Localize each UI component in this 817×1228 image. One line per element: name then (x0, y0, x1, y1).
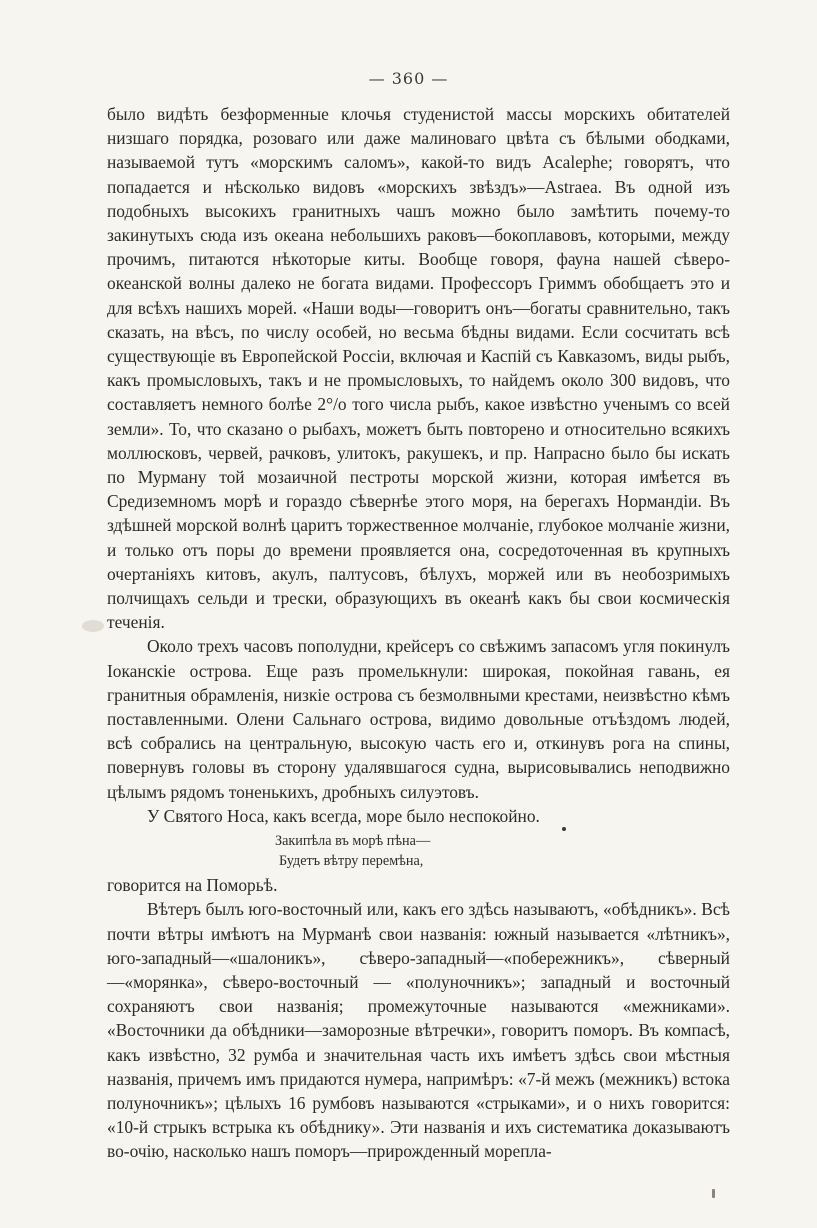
page-number: — 360 — (368, 69, 449, 88)
paper-mark (712, 1189, 715, 1198)
ink-dot (562, 827, 566, 831)
page-body (107, 102, 730, 1164)
paragraph-fauna: было видѣть безформенные клочья студенистой массы морскихъ обитателей низшаго порядка, розоваго или даже малиноваго цвѣта съ бѣлыми ободками, называемой тутъ «морскимъ саломъ», какой-то видъ Acalephe; говорятъ, что попадается и нѣсколько видовъ «морскихъ звѣздъ»—Astraea. Въ одной изъ подобныхъ высокихъ гранитныхъ чашъ можно было замѣтить почему-то закинутыхъ сюда изъ океана небольшихъ раковъ—бокоплавовъ, которыми, между прочимъ, питаются нѣкоторые киты. Вообще говоря, фауна нашей сѣверо-океанской волны далеко не богата видами. Профессоръ Гриммъ обобщаетъ это и для всѣхъ нашихъ морей. «Наши воды—говоритъ онъ—богаты сравнительно, такъ сказать, на вѣсъ, по числу особей, но весьма бѣдны видами. Если сосчитать всѣ существующіе въ Европейской Россіи, включая и Каспій съ Кавказомъ, виды рыбъ, какъ промысловыхъ, такъ и не промысловыхъ, то найдемъ около 300 видовъ, что составляетъ немного болѣе 2°/о того числа рыбъ, какое извѣстно ученымъ со всей земли». То, что сказано о рыбахъ, можетъ быть повторено и относительно всякихъ моллюсковъ, червей, рачковъ, улитокъ, ракушекъ, и пр. Напрасно было бы искать по Мурману той мозаичной пестроты морской жизни, которая имѣется въ Средиземномъ морѣ и гораздо сѣвернѣе этого моря, на берегахъ Нормандіи. Въ здѣшней морской волнѣ царитъ торжественное молчаніе, глубокое молчаніе жизни, и только отъ поры до времени проявляется она, сосредоточенная въ крупныхъ очертаніяхъ китовъ, акулъ, палтусовъ, бѣлухъ, моржей или въ необозримыхъ полчищахъ сельди и трески, образующихъ въ океанѣ какъ бы свои космическія теченія. (107, 104, 730, 633)
paragraph-winds: Вѣтеръ былъ юго-восточный или, какъ его здѣсь называютъ, «обѣдникъ». Всѣ почти вѣтры имѣютъ на Мурманѣ свои названія: южный называется «лѣтникъ», юго-западный—«шалоникъ», сѣверо-западный—«побережникъ», сѣверный—«морянка», сѣверо-восточный — «полуночникъ»; западный и восточный сохраняютъ свои названія; промежуточные называются «межниками». «Восточники да обѣдники—заморозные вѣтречки», говоритъ поморъ. Въ компасѣ, какъ извѣстно, 32 румба и значительная часть ихъ имѣетъ здѣсь свои мѣстныя названія, причемъ имъ придаются нумера, напримѣръ: «7-й межъ (межникъ) встока полуночникъ»; цѣлыхъ 16 румбовъ называются «стрыками», и о нихъ говорится: «10-й стрыкъ встрыка къ обѣднику». Эти названія и ихъ систематика доказываютъ во-очію, насколько нашъ поморъ—прирожденный морепла- (107, 899, 730, 1162)
paper-smudge (82, 620, 104, 632)
verse-line: Закипѣла въ морѣ пѣна— (275, 833, 431, 850)
verse-quote (107, 831, 730, 871)
paragraph-departure: Около трехъ часовъ пополудни, крейсеръ со свѣжимъ запасомъ угля покинулъ Іоканскіе острова. Еще разъ промелькнули: широкая, покойная гавань, ея гранитныя обрамленія, низкіе острова съ безмолвными крестами, неизвѣстно кѣмъ поставленными. Олени Сальнаго острова, видимо довольные отъѣздомъ людей, всѣ собрались на центральную, высокую часть его и, откинувъ рога на спины, повернувъ головы въ сторону удалявшагося судна, вырисовывались неподвижно цѣлымъ рядомъ тоненькихъ, дробныхъ силуэтовъ. (107, 636, 730, 802)
paragraph-pomorye: говорится на Поморьѣ. (107, 875, 278, 896)
paragraph-holy-cape: У Святого Носа, какъ всегда, море было неспокойно. (147, 805, 540, 826)
verse-line: Будетъ вѣтру перемѣна, (279, 853, 424, 870)
